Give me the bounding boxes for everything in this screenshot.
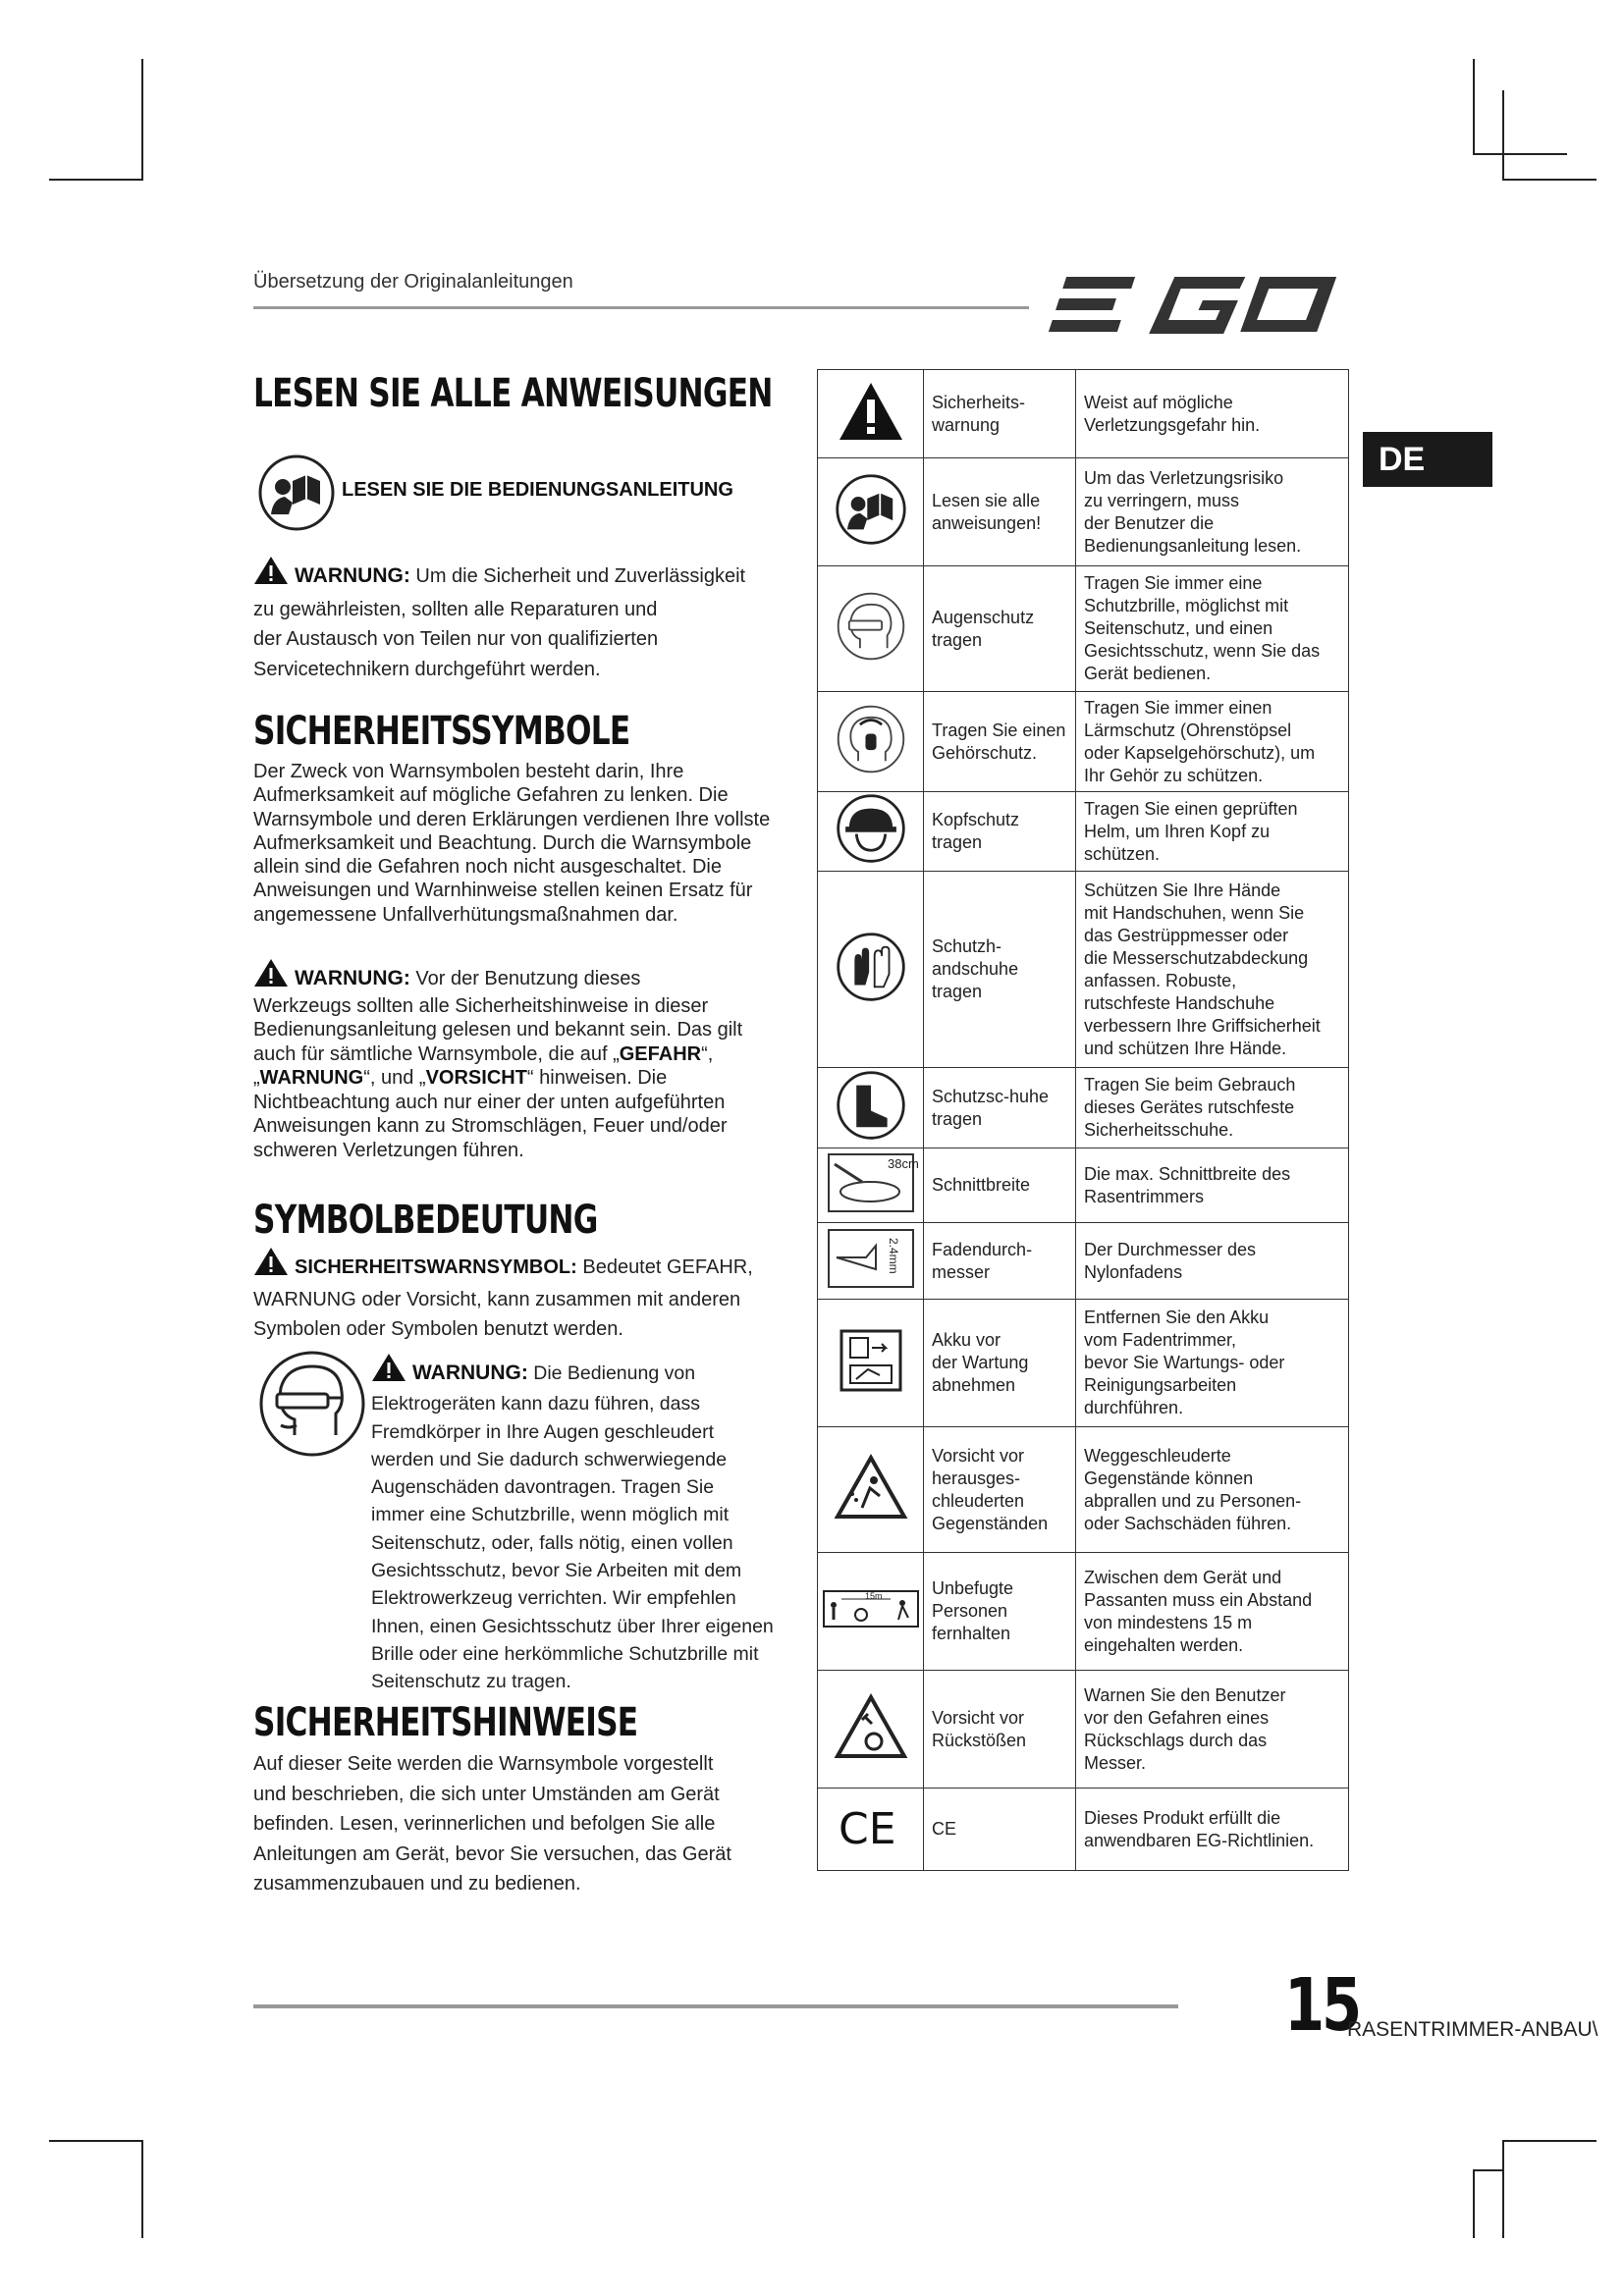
text-fragment: auch für sämtliche Warnsymbole, die auf „ xyxy=(253,1042,620,1065)
symbol-name-line: Sicherheits- xyxy=(932,392,1026,412)
symbol-description-line: abprallen und zu Personen- xyxy=(1084,1490,1302,1511)
text-fragment: “, und „ xyxy=(363,1067,426,1089)
symbol-name-line: abnehmen xyxy=(932,1375,1016,1395)
icon-label: 2.4mm xyxy=(886,1237,900,1274)
symbol-name-cell xyxy=(924,1068,1076,1148)
text-line: Elektrowerkzeug verrichten. Wir empfehlen xyxy=(371,1587,736,1610)
symbol-row xyxy=(818,370,1349,458)
text-line xyxy=(253,1042,803,1067)
symbol-description-line: schützen. xyxy=(1084,843,1161,864)
crop-mark xyxy=(141,2140,143,2238)
text-line: angemessene Unfallverhütungsmaßnahmen dar. xyxy=(253,903,678,926)
symbol-description-line: eingehalten werden. xyxy=(1084,1634,1244,1655)
symbol-icon-cell xyxy=(818,1068,924,1148)
symbol-row xyxy=(818,1553,1349,1671)
text-line: Bedienungsanleitung gelesen und bekannt sein. Das gilt xyxy=(253,1019,743,1041)
alert-symbol-label: SICHERHEITSWARNSYMBOL: xyxy=(295,1256,577,1278)
text-line xyxy=(253,1066,803,1091)
symbol-description-line: Weggeschleuderte xyxy=(1084,1445,1231,1466)
symbol-name-line: Rückstößen xyxy=(932,1730,1027,1750)
symbol-description-line: Der Durchmesser des xyxy=(1084,1239,1257,1259)
symbol-name-line: Augenschutz xyxy=(932,607,1035,627)
read-manual-row xyxy=(257,454,336,537)
symbol-description-line: zu verringern, muss xyxy=(1084,490,1240,510)
symbol-description-line: und schützen Ihre Hände. xyxy=(1084,1038,1287,1058)
symbol-name-line: Vorsicht vor xyxy=(932,1445,1025,1466)
text-line: Symbolen oder Symbolen benutzt werden. xyxy=(253,1318,623,1340)
crop-mark xyxy=(1473,2169,1475,2238)
text-line: Der Zweck von Warnsymbolen besteht darin, Ihre xyxy=(253,761,684,782)
thrown-objects-icon xyxy=(818,1455,923,1525)
symbol-name-line: messer xyxy=(932,1261,991,1282)
text-line: Elektrogeräten kann dazu führen, dass xyxy=(371,1393,700,1415)
symbol-description-line: Tragen Sie immer einen xyxy=(1084,697,1272,718)
warning-label: WARNUNG: xyxy=(295,564,410,587)
text-line: allein sind die Gefahren noch nicht ausgeschaltet. Die xyxy=(253,856,722,879)
symbol-name-line: der Wartung xyxy=(932,1353,1029,1372)
text-fragment: „ xyxy=(253,1067,260,1089)
symbol-icon-cell xyxy=(818,872,924,1068)
eye-warning-block xyxy=(371,1353,784,1696)
symbol-name-cell xyxy=(924,1553,1076,1671)
text-line: Werkzeugs sollten alle Sicherheitshinweise in dieser xyxy=(253,994,709,1017)
symbol-description-line: mit Handschuhen, wenn Sie xyxy=(1084,902,1305,923)
text-line: der Austausch von Teilen nur von qualifizierten xyxy=(253,628,659,650)
text-line: Fremdkörper in Ihre Augen geschleudert xyxy=(371,1420,715,1443)
ear-protection-icon xyxy=(818,703,923,781)
symbol-description-line: das Gestrüppmesser oder xyxy=(1084,925,1289,945)
symbol-description-line: durchführen. xyxy=(1084,1398,1184,1417)
symbol-description-line: bevor Sie Wartungs- oder xyxy=(1084,1353,1285,1372)
symbol-table xyxy=(817,369,1349,1871)
icon-label: 15m xyxy=(864,1590,883,1601)
symbol-description-line: Seitenschutz, und einen xyxy=(1084,618,1273,638)
warning-block-1 xyxy=(253,556,784,681)
symbol-description-line: verbessern Ihre Griffsicherheit xyxy=(1084,1015,1321,1036)
symbol-description-line: oder Kapselgehörschutz), um xyxy=(1084,742,1316,763)
symbol-name-line: andschuhe xyxy=(932,959,1019,979)
symbol-name-cell xyxy=(924,872,1076,1068)
remove-battery-icon xyxy=(818,1328,923,1399)
vorsicht-term: VORSICHT xyxy=(425,1067,527,1089)
symbol-description-line: Tragen Sie beim Gebrauch xyxy=(1084,1075,1296,1095)
text-line: Anweisungen und Warnhinweise stellen keinen Ersatz für xyxy=(253,880,753,902)
text-line: Gesichtsschutz, bevor Sie Arbeiten mit dem xyxy=(371,1560,742,1582)
warning-label: WARNUNG: xyxy=(295,967,410,989)
symbol-description-line: Um das Verletzungsrisiko xyxy=(1084,467,1284,488)
symbol-description-line: Dieses Produkt erfüllt die xyxy=(1084,1807,1281,1828)
text-line: Augenschäden davontragen. Tragen Sie xyxy=(371,1476,715,1499)
symbol-description-line: oder Sachschäden führen. xyxy=(1084,1513,1292,1533)
read-manual-icon xyxy=(818,473,923,552)
text-line: Bedeutet GEFAHR, xyxy=(576,1256,753,1278)
text-line: Ihnen, einen Gesichtsschutz über Ihrer eigenen xyxy=(371,1615,774,1637)
text-line: zu gewährleisten, sollten alle Reparaturen und xyxy=(253,598,658,620)
symbol-description-line: Rasentrimmers xyxy=(1084,1186,1205,1206)
ce-mark-icon xyxy=(818,1804,923,1855)
logo-text: EGO xyxy=(1051,265,1054,266)
footer-title: RASENTRIMMER-ANBAU\ xyxy=(1347,2018,1598,2041)
text-line: Servicetechnikern durchgeführt werden. xyxy=(253,658,601,680)
text-line: Brille oder eine herkömmliche Schutzbrille mit xyxy=(371,1642,759,1665)
safety-alert-symbol-block xyxy=(253,1247,803,1344)
text-line: Seitenschutz zu tragen. xyxy=(371,1671,571,1693)
symbol-description-line: Tragen Sie immer eine xyxy=(1084,573,1263,593)
warnung-term: WARNUNG xyxy=(259,1067,364,1089)
symbol-name-line: tragen xyxy=(932,1108,983,1129)
symbol-description-line: Schutzbrille, möglichst mit xyxy=(1084,596,1289,615)
text-line: Seitenschutz, oder, falls nötig, einen vollen xyxy=(371,1531,733,1554)
text-line: werden und Sie dadurch schwerwiegende xyxy=(371,1448,728,1470)
symbol-description-line: Sicherheitsschuhe. xyxy=(1084,1120,1234,1140)
symbol-description-line: Messer. xyxy=(1084,1752,1147,1773)
icon-label: 38cm xyxy=(887,1155,919,1171)
symbol-row xyxy=(818,1148,1349,1223)
symbol-description-line: der Benutzer die xyxy=(1084,512,1215,533)
symbol-description-cell xyxy=(1076,1553,1349,1671)
symbol-description-line: Tragen Sie einen geprüften xyxy=(1084,798,1298,819)
symbol-name-line: anweisungen! xyxy=(932,512,1042,533)
language-tab: DE xyxy=(1363,432,1492,487)
symbol-name-cell xyxy=(924,566,1076,692)
text-line: Warnsymbole und deren Erklärungen verdienen Ihre vollste xyxy=(253,808,771,830)
text-line: Um die Sicherheit und Zuverlässigkeit xyxy=(409,565,746,587)
crop-mark xyxy=(141,59,143,181)
page-number: 15 xyxy=(1284,1963,1359,2048)
symbol-description-line: dieses Gerätes rutschfeste xyxy=(1084,1097,1295,1117)
symbol-name-line: Vorsicht vor xyxy=(932,1707,1025,1728)
symbol-name-line: Fadendurch- xyxy=(932,1239,1033,1259)
symbol-description-line: Reinigungsarbeiten xyxy=(1084,1375,1237,1395)
symbol-icon-cell xyxy=(818,1427,924,1553)
symbol-description-cell xyxy=(1076,370,1349,458)
symbol-name-line: tragen xyxy=(932,629,983,650)
symbol-description-line: Gerät bedienen. xyxy=(1084,664,1212,683)
symbol-description-line: Ihr Gehör zu schützen. xyxy=(1084,765,1264,785)
text-fragment: “ hinweisen. Die xyxy=(526,1067,668,1089)
text-line: schweren Verletzungen führen. xyxy=(253,1139,524,1161)
text-line: WARNUNG oder Vorsicht, kann zusammen mit anderen xyxy=(253,1289,741,1310)
header-rule xyxy=(253,306,1029,309)
symbol-name-line: Schnittbreite xyxy=(932,1175,1031,1195)
symbol-name-cell xyxy=(924,458,1076,566)
symbol-description-line: Bedienungsanleitung lesen. xyxy=(1084,535,1302,556)
symbol-description-line: Zwischen dem Gerät und xyxy=(1084,1567,1282,1587)
symbol-description-line: die Messerschutzabdeckung xyxy=(1084,947,1309,968)
symbol-icon-cell xyxy=(818,792,924,872)
symbol-description-line: Entfernen Sie den Akku xyxy=(1084,1308,1270,1327)
safety-symbols-paragraph xyxy=(253,760,803,927)
symbol-icon-cell xyxy=(818,566,924,692)
symbol-row xyxy=(818,1223,1349,1300)
symbol-name-cell xyxy=(924,1148,1076,1223)
symbol-description-cell xyxy=(1076,1789,1349,1871)
text-line: Vor der Benutzung dieses xyxy=(409,968,641,989)
symbol-description-line: Gesichtsschutz, wenn Sie das xyxy=(1084,641,1321,661)
symbol-description-cell xyxy=(1076,566,1349,692)
symbol-description-line: Rückschlags durch das xyxy=(1084,1730,1268,1750)
heading-read-all: LESEN SIE ALLE ANWEISUNGEN xyxy=(253,371,773,416)
symbol-description-cell xyxy=(1076,458,1349,566)
text-line: Anleitungen am Gerät, bevor Sie versuchen, das Gerät xyxy=(253,1842,731,1865)
symbol-name-line: Akku vor xyxy=(932,1330,1001,1350)
symbol-row xyxy=(818,872,1349,1068)
symbol-name-cell xyxy=(924,1671,1076,1789)
text-line: und beschrieben, die sich unter Umständen am Gerät xyxy=(253,1783,720,1805)
header-subtitle: Übersetzung der Originalanleitungen xyxy=(253,271,573,293)
symbol-name-line: Gehörschutz. xyxy=(932,742,1038,763)
symbol-name-line: Personen xyxy=(932,1601,1008,1621)
safety-alert-icon xyxy=(818,380,923,449)
safety-notes-paragraph xyxy=(253,1749,803,1899)
warning-triangle-icon xyxy=(253,958,289,994)
symbol-description-line: rutschfeste Handschuhe xyxy=(1084,992,1275,1013)
symbol-name-line: CE xyxy=(932,1819,957,1839)
symbol-row xyxy=(818,1300,1349,1427)
symbol-name-line: Tragen Sie einen xyxy=(932,720,1066,740)
symbol-description-cell xyxy=(1076,1068,1349,1148)
ego-logo xyxy=(1051,265,1345,344)
text-line: Aufmerksamkeit auf mögliche Gefahren zu lenken. Die xyxy=(253,784,729,807)
read-manual-icon xyxy=(257,454,336,532)
symbol-description-line: Lärmschutz (Ohrenstöpsel xyxy=(1084,720,1292,740)
heading-safety-symbols: SICHERHEITSSYMBOLE xyxy=(253,709,630,754)
symbol-description-line: Gegenstände können xyxy=(1084,1468,1254,1488)
symbol-icon-cell xyxy=(818,1789,924,1871)
kickback-icon xyxy=(818,1694,923,1765)
symbol-description-line: Verletzungsgefahr hin. xyxy=(1084,414,1261,435)
symbol-description-line: Nylonfadens xyxy=(1084,1261,1183,1282)
text-line: zusammenzubauen und zu bedienen. xyxy=(253,1873,581,1895)
text-line: Aufmerksamkeit und Beachtung. Durch die Warnsymbole xyxy=(253,831,752,854)
symbol-name-cell xyxy=(924,792,1076,872)
symbol-name-cell xyxy=(924,1223,1076,1300)
symbol-icon-cell xyxy=(818,370,924,458)
symbol-name-line: fernhalten xyxy=(932,1624,1011,1643)
symbol-description-line: von mindestens 15 m xyxy=(1084,1612,1253,1632)
icon-label: CE xyxy=(838,1803,896,1854)
text-line: Auf dieser Seite werden die Warnsymbole vorgestellt xyxy=(253,1753,714,1775)
symbol-name-line: chleuderten xyxy=(932,1490,1025,1511)
symbol-description-line: vor den Gefahren eines xyxy=(1084,1707,1270,1728)
footer-rule xyxy=(253,2004,1178,2008)
symbol-description-line: Weist auf mögliche xyxy=(1084,392,1233,412)
symbol-row xyxy=(818,566,1349,692)
symbol-name-line: Schutzsc-huhe xyxy=(932,1086,1050,1106)
crop-mark xyxy=(49,2140,143,2142)
symbol-description-line: anwendbaren EG-Richtlinien. xyxy=(1084,1830,1315,1850)
head-protection-icon xyxy=(818,792,923,871)
text-line: befinden. Lesen, verinnerlichen und befolgen Sie alle xyxy=(253,1813,716,1835)
symbol-description-cell xyxy=(1076,872,1349,1068)
warning-triangle-icon xyxy=(253,1247,289,1285)
read-manual-label: LESEN SIE DIE BEDIENUNGSANLEITUNG xyxy=(342,479,733,501)
text-line: Anweisungen kann zu Stromschlägen, Feuer und/oder xyxy=(253,1115,728,1137)
symbol-name-line: tragen xyxy=(932,832,983,852)
symbol-name-line: Gegenständen xyxy=(932,1513,1049,1533)
symbol-description-line: Passanten muss ein Abstand xyxy=(1084,1589,1313,1610)
symbol-name-line: Schutzh- xyxy=(932,936,1002,956)
text-line: immer eine Schutzbrille, wenn möglich mit xyxy=(371,1504,730,1526)
crop-mark xyxy=(1502,179,1597,181)
symbol-name-line: Lesen sie alle xyxy=(932,490,1041,510)
symbol-description-cell xyxy=(1076,1223,1349,1300)
text-line: Nichtbeachtung auch nur einer der unten aufgeführten xyxy=(253,1091,726,1113)
symbol-row xyxy=(818,1427,1349,1553)
text-line: Die Bedienung von xyxy=(527,1362,696,1384)
cutting-width-icon xyxy=(818,1152,923,1219)
symbol-icon-cell xyxy=(818,1671,924,1789)
eye-protection-large-icon xyxy=(257,1349,367,1464)
symbol-description-cell xyxy=(1076,792,1349,872)
safety-shoes-icon xyxy=(818,1069,923,1148)
symbol-row xyxy=(818,1789,1349,1871)
gefahr-term: GEFAHR xyxy=(619,1042,702,1065)
symbol-name-cell xyxy=(924,1789,1076,1871)
symbol-description-line: Schützen Sie Ihre Hände xyxy=(1084,880,1281,900)
symbol-name-line: warnung xyxy=(932,414,1001,435)
crop-mark xyxy=(1502,90,1504,181)
heading-safety-notes: SICHERHEITSHINWEISE xyxy=(253,1700,638,1745)
symbol-description-line: anfassen. Robuste, xyxy=(1084,970,1237,990)
symbol-row xyxy=(818,1068,1349,1148)
symbol-name-line: Unbefugte xyxy=(932,1578,1014,1598)
warning-triangle-icon xyxy=(253,556,289,592)
line-diameter-icon xyxy=(818,1228,923,1295)
symbol-description-line: Helm, um Ihren Kopf zu xyxy=(1084,821,1271,841)
crop-mark xyxy=(1502,2140,1504,2238)
symbol-row xyxy=(818,458,1349,566)
symbol-description-line: Warnen Sie den Benutzer xyxy=(1084,1684,1286,1705)
symbol-name-line: Kopfschutz xyxy=(932,810,1020,829)
symbol-icon-cell xyxy=(818,1553,924,1671)
crop-mark xyxy=(1473,59,1475,153)
symbol-icon-cell xyxy=(818,1148,924,1223)
symbol-row xyxy=(818,1671,1349,1789)
symbol-icon-cell xyxy=(818,458,924,566)
crop-mark xyxy=(1502,2140,1597,2142)
text-fragment: “, xyxy=(701,1042,714,1065)
symbol-icon-cell xyxy=(818,1223,924,1300)
gloves-icon xyxy=(818,931,923,1009)
eye-protection-icon xyxy=(818,590,923,668)
symbol-description-cell xyxy=(1076,692,1349,792)
symbol-description-cell xyxy=(1076,1148,1349,1223)
symbol-name-line: tragen xyxy=(932,982,983,1001)
crop-mark xyxy=(1473,2169,1502,2171)
keep-bystanders-away-icon xyxy=(818,1589,923,1634)
symbol-description-line: Die max. Schnittbreite des xyxy=(1084,1163,1291,1184)
crop-mark xyxy=(49,179,143,181)
crop-mark xyxy=(1473,153,1567,155)
symbol-description-cell xyxy=(1076,1427,1349,1553)
symbol-name-cell xyxy=(924,370,1076,458)
symbol-name-cell xyxy=(924,692,1076,792)
symbol-name-line: herausges- xyxy=(932,1468,1021,1488)
heading-symbol-meaning: SYMBOLBEDEUTUNG xyxy=(253,1198,598,1243)
warning-label: WARNUNG: xyxy=(412,1362,528,1384)
symbol-icon-cell xyxy=(818,1300,924,1427)
warning-block-2 xyxy=(253,958,803,1162)
symbol-description-line: vom Fadentrimmer, xyxy=(1084,1330,1237,1350)
symbol-description-cell xyxy=(1076,1671,1349,1789)
symbol-icon-cell xyxy=(818,692,924,792)
symbol-name-cell xyxy=(924,1427,1076,1553)
symbol-row xyxy=(818,792,1349,872)
symbol-description-cell xyxy=(1076,1300,1349,1427)
symbol-name-cell xyxy=(924,1300,1076,1427)
warning-triangle-icon xyxy=(371,1353,406,1390)
symbol-row xyxy=(818,692,1349,792)
